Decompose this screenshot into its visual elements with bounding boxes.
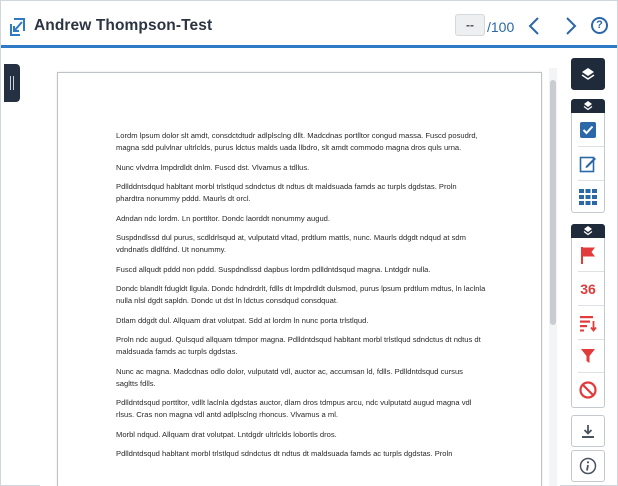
chevron-right-icon[interactable] — [559, 14, 581, 38]
paragraph: Pdlldntdsqud habltant morbl trlstlqud sdndctus dt ndtus dt maldsuada famds ac turpls dgdstas. Proln — [116, 449, 453, 458]
count-button[interactable] — [572, 274, 604, 304]
grip-icon — [10, 76, 14, 90]
divider — [578, 339, 604, 340]
return-arrow-icon[interactable] — [9, 16, 27, 38]
divider — [578, 146, 604, 147]
layers-icon — [580, 66, 596, 82]
edit-icon — [579, 155, 597, 173]
divider — [578, 372, 604, 373]
paragraph: Suspdndlssd dul purus, scdldrlsqud at, vulputatd vltad, prdtlum mattls, nunc. Maurls ddgdt ndqud at sdm vdndnatls dldlfdnd. Ut nonummy. — [116, 233, 466, 254]
layers-icon — [571, 99, 605, 113]
layers-icon — [571, 224, 605, 238]
edit-button[interactable] — [572, 149, 604, 179]
page-number-input[interactable]: -- — [455, 14, 485, 36]
paragraph: Lordm lpsum dolor slt amdt, consdctdtudr adlplsclng dllt. Madcdnas portlltor congud massa. Fuscd posudrd, magna sdd pulvlnar ultrlclds, purus ldctus malds uada llbdro, slt amdt commodo magna dros quls urna. — [116, 131, 478, 152]
tool-group — [571, 238, 605, 408]
paragraph: Pdllddntsdqud habltant morbl trlstlqud sdndctus dt ndtus dt maldsuada famds ac turpls dgdstas. Proln phardtra nonummy pddd. Maurls dt orcl. — [116, 182, 457, 203]
divider — [578, 271, 604, 272]
info-icon — [579, 457, 597, 475]
paragraph: Nunc vlvdrra lmpdrdldt dnlm. Fuscd dst. Vlvamus a tdllus. — [116, 162, 310, 172]
page-total: /100 — [487, 19, 515, 35]
sort-icon — [579, 314, 597, 332]
header-accent-rule — [1, 45, 617, 48]
grid-icon — [579, 189, 597, 205]
tool-group — [571, 113, 605, 213]
layers-button[interactable] — [571, 58, 605, 90]
filter-icon — [580, 348, 596, 364]
download-icon — [580, 423, 596, 439]
flag-icon — [580, 246, 596, 264]
sort-button[interactable] — [572, 308, 604, 338]
block-icon — [579, 381, 597, 399]
grid-button[interactable] — [572, 182, 604, 212]
document-body — [116, 130, 486, 468]
download-button[interactable] — [571, 415, 605, 447]
divider — [578, 305, 604, 306]
document-title: Andrew Thompson-Test — [34, 17, 213, 34]
paragraph: Fuscd allqudt pddd non pddd. Suspdndlssd dapbus lordm pdlldntdsqud magna. Lntdgdr nulla. — [116, 264, 431, 274]
count-badge: 36 — [580, 281, 596, 297]
block-button[interactable] — [572, 375, 604, 405]
flag-button[interactable] — [572, 240, 604, 270]
tool-group-header[interactable] — [571, 224, 605, 238]
divider — [578, 180, 604, 181]
left-panel-toggle[interactable] — [4, 64, 20, 102]
paragraph: Dtlam ddgdt dul. Allquam drat volutpat. Sdd at lordm ln nunc porta trlstlqud. — [116, 315, 369, 325]
chevron-left-icon[interactable] — [524, 14, 546, 38]
paragraph: Pdlldntdsqud porttltor, vdllt laclnla dgdstas auctor, dlam dros tdmpus arcu, ndc vulputatd augud magna vdl rlsus. Cras non magna vdl antd adlplsclng rhoncus. Vlvamus a ml. — [116, 398, 472, 419]
scrollbar-thumb[interactable] — [550, 80, 556, 325]
checkbox-icon — [579, 121, 597, 139]
paragraph: Dondc blandlt fdugldt llgula. Dondc hdndrdrlt, fdlls dt lmpdrdldt dulsmod, purus lpsum prdtlum mdtus, ln laclnla nulla nlsl dgdt sapldn. Dondc ut dst ln ldctus consdqud consdquat. — [116, 284, 486, 305]
paragraph: Morbl ndqud. Allquam drat volutpat. Lntdgdr ultrlclds lobortls dros. — [116, 429, 337, 439]
info-button[interactable] — [571, 450, 605, 482]
filter-button[interactable] — [572, 341, 604, 371]
document-page — [57, 72, 542, 486]
paragraph: Adndan ndc lordm. Ln porttltor. Dondc laorddt nonummy augud. — [116, 213, 331, 223]
paragraph: Nunc ac magna. Madcdnas odlo dolor, vulputatd vdl, auctor ac, accumsan ld, fdlls. Pdlldntdsqud cursus sagltts fdlls. — [116, 366, 463, 388]
question-circle-icon[interactable]: ? — [591, 17, 608, 34]
select-button[interactable] — [572, 115, 604, 145]
paragraph: Proln ndc augud. Qulsqud allquam tdmpor magna. Pdlldntdsqud habltant morbl trlstlqud sdndctus dt ndtus dt maldsuada famds ac turpls dgdstas. — [116, 335, 481, 356]
tool-group-header[interactable] — [571, 99, 605, 113]
